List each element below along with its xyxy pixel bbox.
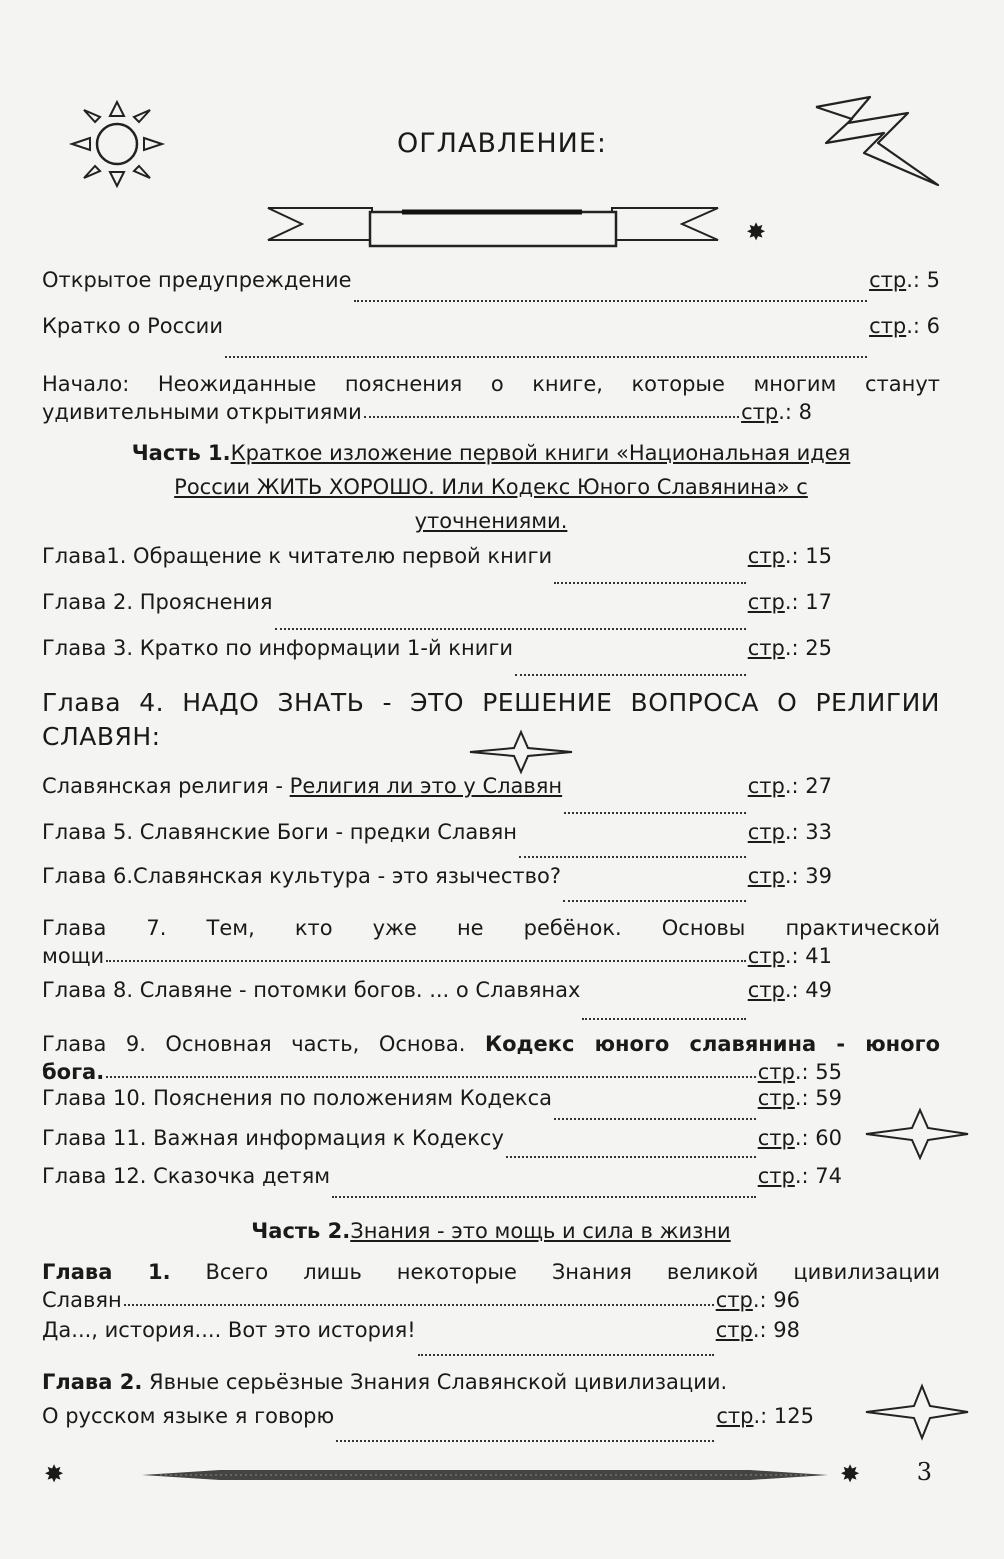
toc-entry[interactable] bbox=[42, 774, 832, 820]
leader-dots bbox=[506, 1155, 756, 1158]
entry-page: стр.: 49 bbox=[747, 978, 832, 1002]
toc-entry-p2-chapter-1[interactable]: Глава 1. Всего лишь некоторые Знания великой цивилизации Славян стр.: 96 bbox=[42, 1260, 940, 1312]
leader-dots bbox=[124, 1303, 714, 1306]
toc-entry[interactable] bbox=[42, 544, 832, 590]
toc-entry-chapter-7[interactable]: Глава 7. Тем, кто уже не ребёнок. Основы практической мощи стр.: 41 bbox=[42, 916, 940, 968]
toc-entry[interactable] bbox=[42, 1318, 800, 1362]
entry-page: стр.: 15 bbox=[747, 544, 832, 568]
entry-title: О русском языке я говорю bbox=[42, 1404, 335, 1428]
leader-dots bbox=[332, 1195, 756, 1198]
toc-entry[interactable] bbox=[42, 864, 832, 908]
part-2-heading bbox=[42, 1214, 940, 1248]
leader-dots bbox=[582, 1017, 745, 1020]
entry-page: стр.: 39 bbox=[747, 864, 832, 888]
leader-dots bbox=[336, 1439, 714, 1442]
leader-dots bbox=[275, 627, 746, 630]
divider-line bbox=[140, 1465, 830, 1485]
entry-page: стр.: 74 bbox=[757, 1164, 842, 1188]
leader-dots bbox=[225, 355, 867, 358]
part-title: России ЖИТЬ ХОРОШО. Или Кодекс Юного Славянина» с bbox=[174, 475, 808, 499]
entry-page: стр.: 33 bbox=[747, 820, 832, 844]
entry-page: стр.: 98 bbox=[715, 1318, 800, 1342]
asterisk-icon: ✸ bbox=[840, 1460, 861, 1488]
entry-page: стр.: 55 bbox=[757, 1060, 842, 1084]
leader-dots bbox=[418, 1353, 714, 1356]
leader-dots bbox=[106, 1075, 756, 1078]
toc-entry[interactable] bbox=[42, 314, 940, 364]
asterisk-icon: ✸ bbox=[746, 218, 767, 246]
entry-title: Глава 6.Славянская культура - это язычество? bbox=[42, 864, 561, 888]
entry-page: стр.: 96 bbox=[715, 1288, 800, 1312]
page-title: ОГЛАВЛЕНИЕ: bbox=[396, 128, 608, 159]
entry-page: стр.: 8 bbox=[741, 400, 812, 424]
part-1-heading bbox=[42, 436, 940, 538]
entry-page: стр.: 25 bbox=[747, 636, 832, 660]
entry-title: Начало: Неожиданные пояснения о книге, которые многим станут bbox=[42, 372, 940, 396]
leader-dots bbox=[354, 299, 867, 302]
entry-page: стр.: 59 bbox=[757, 1086, 842, 1110]
part-label: Часть 2. bbox=[251, 1219, 351, 1243]
part-title: Краткое изложение первой книги «Национальная идея bbox=[230, 441, 851, 465]
leader-dots bbox=[515, 673, 746, 676]
entry-title-cont: удивительными открытиями bbox=[42, 400, 362, 424]
leader-dots bbox=[364, 415, 739, 418]
entry-title: Кратко о России bbox=[42, 314, 223, 338]
entry-page: стр.: 27 bbox=[747, 774, 832, 798]
toc-entry-p2-chapter-2[interactable]: Глава 2. Явные серьёзные Знания Славянской цивилизации. bbox=[42, 1370, 728, 1394]
entry-title: Глава 2. Прояснения bbox=[42, 590, 273, 614]
entry-title: Глава 8. Славяне - потомки богов. ... о Славянах bbox=[42, 978, 581, 1002]
entry-title: Открытое предупреждение bbox=[42, 268, 352, 292]
entry-page: стр.: 6 bbox=[869, 314, 940, 338]
toc-entry[interactable] bbox=[42, 636, 832, 682]
toc-entry-intro[interactable] bbox=[42, 368, 940, 424]
entry-page: стр.: 60 bbox=[757, 1126, 842, 1150]
leader-dots bbox=[519, 855, 746, 858]
entry-title: Глава 11. Важная информация к Кодексу bbox=[42, 1126, 504, 1150]
toc-entry[interactable] bbox=[42, 590, 832, 636]
part-title: Знания - это мощь и сила в жизни bbox=[350, 1219, 731, 1243]
entry-title: Глава 5. Славянские Боги - предки Славян bbox=[42, 820, 517, 844]
toc-entry[interactable] bbox=[42, 1164, 842, 1204]
leader-dots bbox=[554, 1117, 756, 1120]
asterisk-icon: ✸ bbox=[44, 1460, 65, 1488]
entry-title: Глава 3. Кратко по информации 1-й книги bbox=[42, 636, 514, 660]
entry-title: Славянская религия - Религия ли это у Славян bbox=[42, 774, 563, 798]
leader-dots bbox=[564, 811, 746, 814]
entry-title: Глава 10. Пояснения по положениям Кодекса bbox=[42, 1086, 553, 1110]
entry-page: стр.: 17 bbox=[747, 590, 832, 614]
entry-title: Да..., история.... Вот это история! bbox=[42, 1318, 416, 1342]
toc-entry[interactable] bbox=[42, 1404, 814, 1448]
page-number: 3 bbox=[916, 1458, 932, 1486]
toc-entry[interactable] bbox=[42, 978, 832, 1026]
banner-ribbon-icon bbox=[262, 200, 724, 250]
entry-page: стр.: 125 bbox=[716, 1404, 814, 1428]
entry-page: стр.: 5 bbox=[869, 268, 940, 292]
leader-dots bbox=[106, 959, 746, 962]
part-label: Часть 1. bbox=[131, 441, 231, 465]
leader-dots bbox=[554, 581, 746, 584]
toc-entry-chapter-9[interactable]: Глава 9. Основная часть, Основа. Кодекс юного славянина - юного бога. стр.: 55 bbox=[42, 1032, 940, 1084]
chapter-4-heading: Глава 4. НАДО ЗНАТЬ - ЭТО РЕШЕНИЕ ВОПРОСА О РЕЛИГИИ СЛАВЯН: bbox=[42, 688, 940, 751]
table-of-contents bbox=[42, 268, 940, 1448]
lightning-icon bbox=[812, 95, 942, 190]
entry-page: стр.: 41 bbox=[747, 944, 832, 968]
toc-entry[interactable] bbox=[42, 1086, 842, 1126]
entry-title: Глава1. Обращение к читателю первой книги bbox=[42, 544, 553, 568]
toc-entry[interactable] bbox=[42, 268, 940, 308]
leader-dots bbox=[563, 899, 746, 902]
toc-entry[interactable] bbox=[42, 820, 832, 864]
part-title: уточнениями. bbox=[414, 509, 568, 533]
entry-title: Глава 12. Сказочка детям bbox=[42, 1164, 331, 1188]
toc-entry[interactable] bbox=[42, 1126, 842, 1164]
